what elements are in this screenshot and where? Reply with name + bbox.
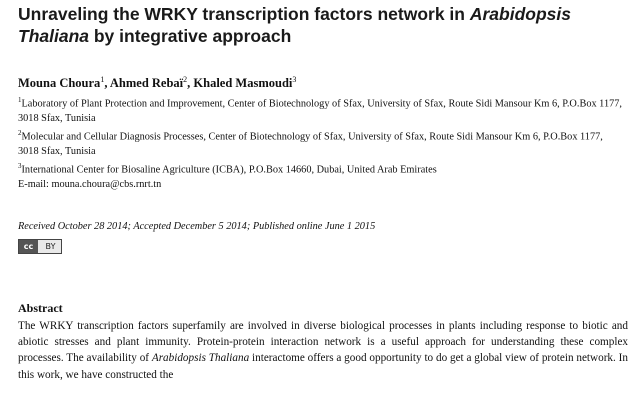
contact-email: E-mail: mouna.choura@cbs.rnrt.tn	[18, 179, 162, 191]
author-name: Khaled Masmoudi	[193, 76, 293, 91]
author-list: Mouna Choura$^1$, Ahmed Rebaï$^2$, Khaled Masmoudi$^3$	[18, 75, 297, 91]
affiliations	[18, 93, 623, 193]
author-affil-mark: 3	[292, 75, 297, 84]
author-affil-mark: 1	[100, 75, 105, 84]
affiliation-mark: 2	[18, 129, 22, 138]
author-name: Ahmed Rebaï	[109, 76, 184, 91]
cc-icon: cc	[19, 240, 38, 253]
affiliation-text: International Center for Biosaline Agriculture (ICBA), P.O.Box 14660, Dubai, United Arab Emirates	[21, 164, 437, 176]
abstract-heading: Abstract	[18, 301, 63, 315]
author-name: Mouna Choura	[18, 76, 101, 91]
abstract-text-1: The WRKY transcription factors superfamily are involved in diverse biological processes in plants including response to biotic and abiotic stresses and plant immunity. Protein-protein interaction network is a useful approach for understanding these complex processes. The availability of	[18, 320, 628, 365]
affiliation-mark: 3	[18, 162, 22, 171]
abstract-species: Arabidopsis Thaliana	[151, 352, 250, 365]
affiliation-text: Molecular and Cellular Diagnosis Processes, Center of Biotechnology of Sfax, University of Sfax, Route Sidi Mansour Km 6, P.O.Box 1177, 3018 Sfax, Tunisia	[18, 131, 603, 158]
abstract-body	[18, 318, 628, 383]
affiliation-text: Laboratory of Plant Protection and Improvement, Center of Biotechnology of Sfax, University of Sfax, Route Sidi Mansour Km 6, P.O.Box 1177, 3018 Sfax, Tunisia	[18, 98, 622, 124]
affiliation	[18, 159, 623, 178]
affiliation-mark: 1	[18, 96, 22, 104]
title-species: Arabidopsis Thaliana	[18, 4, 571, 46]
by-label: BY	[45, 242, 56, 251]
publication-dates: Received October 28 2014; Accepted December 5 2014; Published online June 1 2015	[18, 221, 376, 232]
paper-title	[18, 3, 628, 47]
abstract-text-2: interactome offers a good opportunity to do get a global view of protein network. In this work, we have constructed the	[18, 352, 628, 381]
affiliation	[18, 93, 623, 126]
cc-by-license-badge[interactable]	[18, 239, 62, 254]
title-text-2: by integrative approach	[89, 26, 292, 46]
affiliation	[18, 126, 623, 159]
title-text-1: Unraveling the WRKY transcription factors network in	[18, 4, 470, 24]
author-affil-mark: 2	[183, 75, 188, 84]
